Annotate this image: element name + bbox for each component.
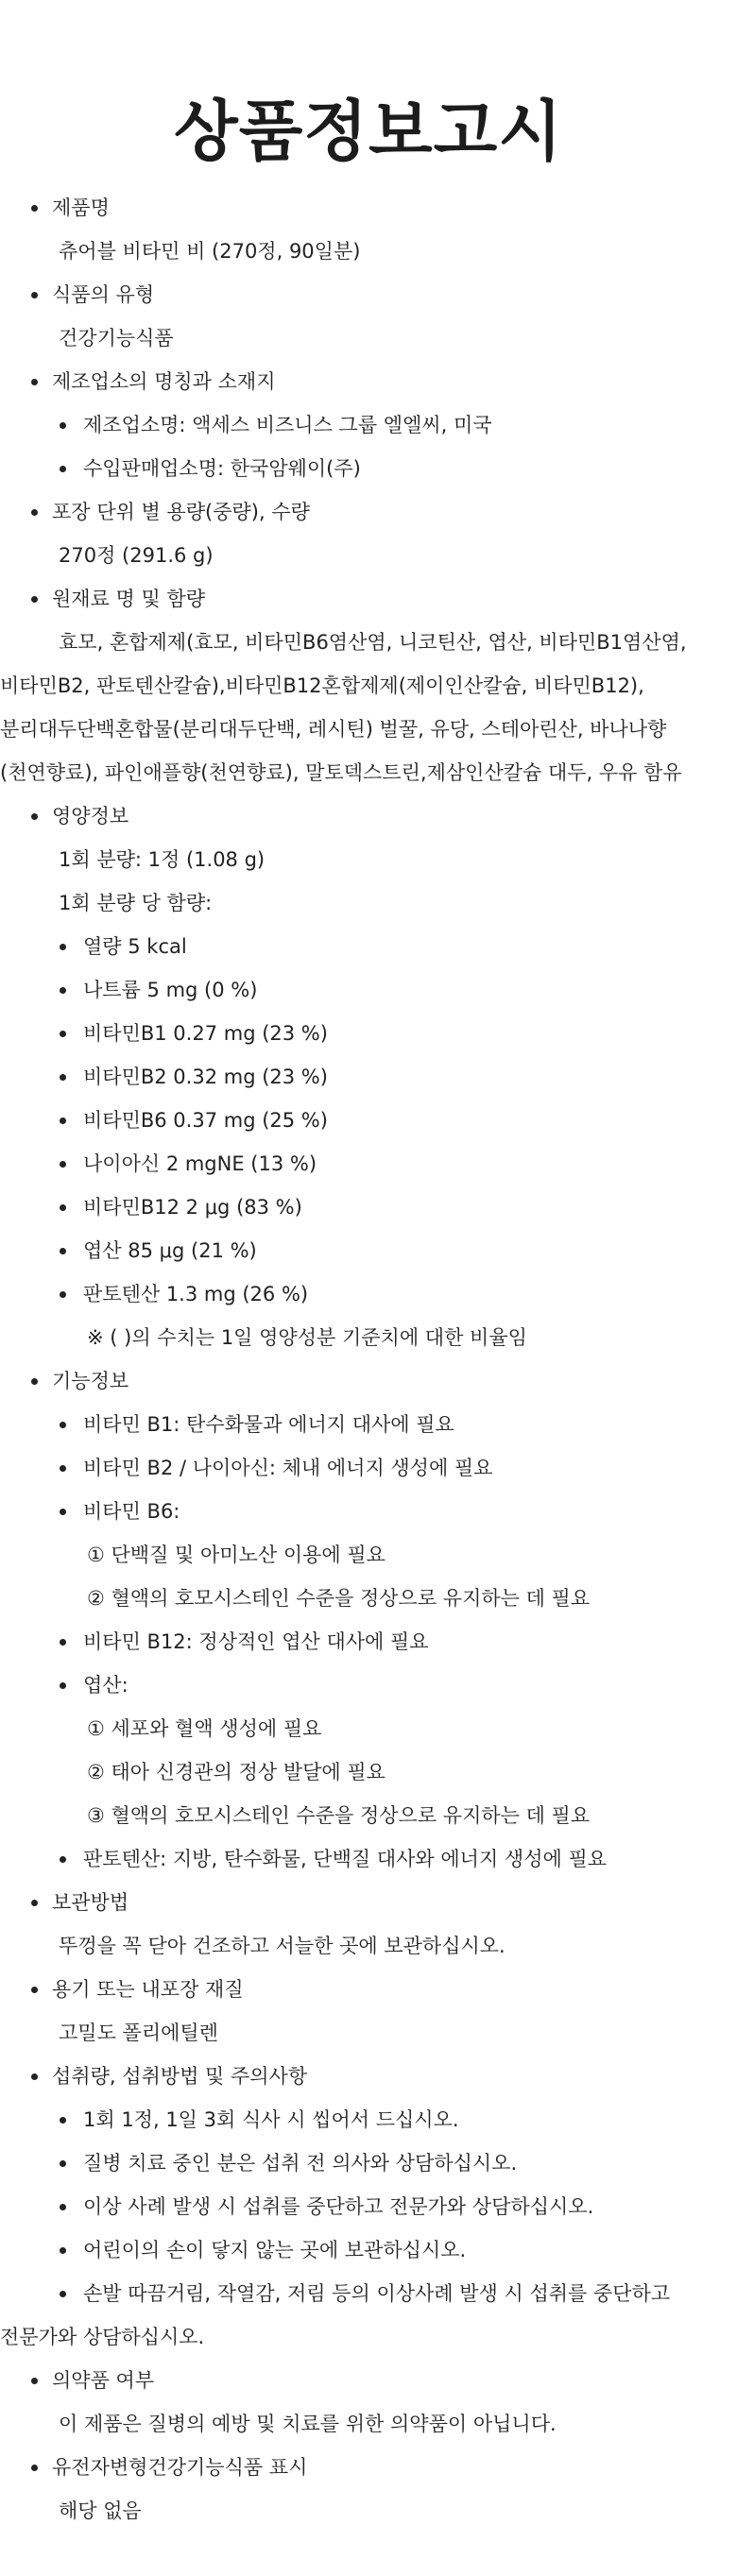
- section-label: 용기 또는 내포장 재질: [0, 1968, 737, 2011]
- intake-item: 이상 사례 발생 시 섭취를 중단하고 전문가와 상담하십시오.: [0, 2185, 737, 2228]
- function-item: 비타민 B6:: [0, 1490, 737, 1533]
- section-value: 건강기능식품: [59, 327, 174, 350]
- bullet-icon: [31, 1987, 38, 1993]
- page-title: 상품정보고시: [174, 93, 563, 170]
- bullet-icon: [60, 422, 66, 429]
- bullet-icon: [60, 1682, 66, 1689]
- section-product-name: [0, 186, 737, 273]
- bullet-icon: [60, 1422, 66, 1428]
- section-label: 섭취량, 섭취방법 및 주의사항: [0, 2055, 737, 2098]
- bullet-icon: [60, 1856, 66, 1863]
- serving-size: 1회 분량: 1정 (1.08 g): [59, 848, 266, 871]
- function-subitem: ① 세포와 혈액 생성에 필요: [87, 1717, 322, 1740]
- bullet-icon: [31, 596, 38, 603]
- bullet-icon: [31, 1900, 38, 1906]
- bullet-icon: [60, 1161, 66, 1168]
- bullet-icon: [60, 1639, 66, 1646]
- function-subitem: ③ 혈액의 호모시스테인 수준을 정상으로 유지하는 데 필요: [87, 1804, 591, 1827]
- product-info-list: [0, 186, 737, 2533]
- bullet-icon: [60, 466, 66, 472]
- bullet-icon: [60, 1204, 66, 1211]
- bullet-icon: [60, 2247, 66, 2254]
- intake-item: 손발 따끔거림, 작열감, 저림 등의 이상사례 발생 시 섭취를 중단하고 전문가와 상담하십시오.: [0, 2282, 671, 2348]
- section-label: 기능정보: [0, 1359, 737, 1403]
- section-label: 영양정보: [0, 794, 737, 838]
- section-medicine: [0, 2359, 737, 2446]
- section-label: 유전자변형건강기능식품 표시: [0, 2446, 737, 2489]
- section-label: 의약품 여부: [0, 2359, 737, 2402]
- section-food-type: [0, 273, 737, 360]
- bullet-icon: [60, 1465, 66, 1472]
- section-label: 원재료 명 및 함량: [0, 577, 737, 621]
- bullet-icon: [31, 813, 38, 820]
- nutrient-item: 비타민B6 0.37 mg (25 %): [0, 1099, 737, 1142]
- nutrition-note: ※ ( )의 수치는 1일 영양성분 기준치에 대한 비율임: [87, 1326, 527, 1349]
- section-label: 제품명: [0, 186, 737, 230]
- section-value: 츄어블 비타민 비 (270정, 90일분): [59, 240, 361, 263]
- section-manufacturer: [0, 360, 737, 490]
- bullet-icon: [31, 2378, 38, 2384]
- bullet-icon: [60, 987, 66, 994]
- bullet-icon: [31, 205, 38, 212]
- function-item: 판토텐산: 지방, 탄수화물, 단백질 대사와 에너지 생성에 필요: [0, 1837, 737, 1881]
- section-label: 보관방법: [0, 1881, 737, 1924]
- bullet-icon: [31, 2465, 38, 2471]
- bullet-icon: [60, 1031, 66, 1037]
- section-package: [0, 490, 737, 577]
- nutrient-item: 비타민B1 0.27 mg (23 %): [0, 1012, 737, 1055]
- function-item: 비타민 B12: 정상적인 엽산 대사에 필요: [0, 1620, 737, 1663]
- section-ingredients: [0, 577, 737, 794]
- section-value: 이 제품은 질병의 예방 및 치료를 위한 의약품이 아닙니다.: [59, 2413, 557, 2435]
- function-item: 엽산:: [0, 1663, 737, 1707]
- function-item: 비타민 B1: 탄수화물과 에너지 대사에 필요: [0, 1403, 737, 1446]
- bullet-icon: [60, 2160, 66, 2167]
- bullet-icon: [60, 1074, 66, 1081]
- bullet-icon: [60, 1509, 66, 1515]
- section-intake: [0, 2055, 737, 2359]
- nutrient-item: 나이아신 2 mgNE (13 %): [0, 1142, 737, 1186]
- nutrient-item: 비타민B12 2 μg (83 %): [0, 1186, 737, 1229]
- section-label: 식품의 유형: [0, 273, 737, 316]
- bullet-icon: [31, 379, 38, 385]
- nutrient-item: 나트륨 5 mg (0 %): [0, 968, 737, 1012]
- section-gmo: [0, 2446, 737, 2533]
- section-nutrition: [0, 794, 737, 1359]
- bullet-icon: [60, 2117, 66, 2124]
- section-value: 뚜껑을 꼭 닫아 건조하고 서늘한 곳에 보관하십시오.: [59, 1935, 506, 1957]
- nutrient-item: 비타민B2 0.32 mg (23 %): [0, 1055, 737, 1099]
- section-label: 포장 단위 별 용량(중량), 수량: [0, 490, 737, 534]
- intake-item: 어린이의 손이 닿지 않는 곳에 보관하십시오.: [0, 2228, 737, 2272]
- bullet-icon: [60, 2204, 66, 2210]
- bullet-icon: [60, 1117, 66, 1124]
- bullet-icon: [60, 1248, 66, 1254]
- bullet-icon: [31, 292, 38, 299]
- ingredients-text: 효모, 혼합제제(효모, 비타민B6염산염, 니코틴산, 엽산, 비타민B1염산염, 비타민B2, 판토텐산칼슘),비타민B12혼합제제(제이인산칼슘, 비타민B12), 분리대두단백혼합물(분리대두단백, 레시틴) 벌꿀, 유당, 스테아린산, 바나나향(천연향료), 파인애플향(천연향료), 말토덱스트린,제삼인산칼슘 대두, 우유 함유: [0, 631, 687, 784]
- nutrient-item: 열량 5 kcal: [0, 925, 737, 968]
- bullet-icon: [31, 2073, 38, 2080]
- section-value: 270정 (291.6 g): [59, 544, 214, 567]
- list-item: 수입판매업소명: 한국암웨이(주): [0, 447, 737, 490]
- bullet-icon: [60, 1291, 66, 1298]
- section-storage: [0, 1881, 737, 1968]
- section-function: [0, 1359, 737, 1881]
- bullet-icon: [60, 944, 66, 950]
- section-container: [0, 1968, 737, 2055]
- nutrient-item: 판토텐산 1.3 mg (26 %): [0, 1272, 737, 1316]
- section-value: 해당 없음: [59, 2499, 142, 2522]
- function-subitem: ② 혈액의 호모시스테인 수준을 정상으로 유지하는 데 필요: [87, 1587, 591, 1610]
- function-subitem: ① 단백질 및 아미노산 이용에 필요: [87, 1544, 386, 1566]
- nutrient-item: 엽산 85 μg (21 %): [0, 1229, 737, 1272]
- section-label: 제조업소의 명칭과 소재지: [0, 360, 737, 403]
- list-item: 제조업소명: 액세스 비즈니스 그룹 엘엘씨, 미국: [0, 403, 737, 447]
- intake-item: 질병 치료 중인 분은 섭취 전 의사와 상담하십시오.: [0, 2141, 737, 2185]
- function-item: 비타민 B2 / 나이아신: 체내 에너지 생성에 필요: [0, 1446, 737, 1490]
- bullet-icon: [31, 1378, 38, 1385]
- bullet-icon: [31, 509, 38, 516]
- function-subitem: ② 태아 신경관의 정상 발달에 필요: [87, 1761, 386, 1783]
- intake-item: 1회 1정, 1일 3회 식사 시 씹어서 드십시오.: [0, 2098, 737, 2141]
- section-value: 고밀도 폴리에틸렌: [59, 2022, 218, 2044]
- bullet-icon: [60, 2291, 66, 2297]
- per-serving-heading: 1회 분량 당 함량:: [59, 892, 213, 914]
